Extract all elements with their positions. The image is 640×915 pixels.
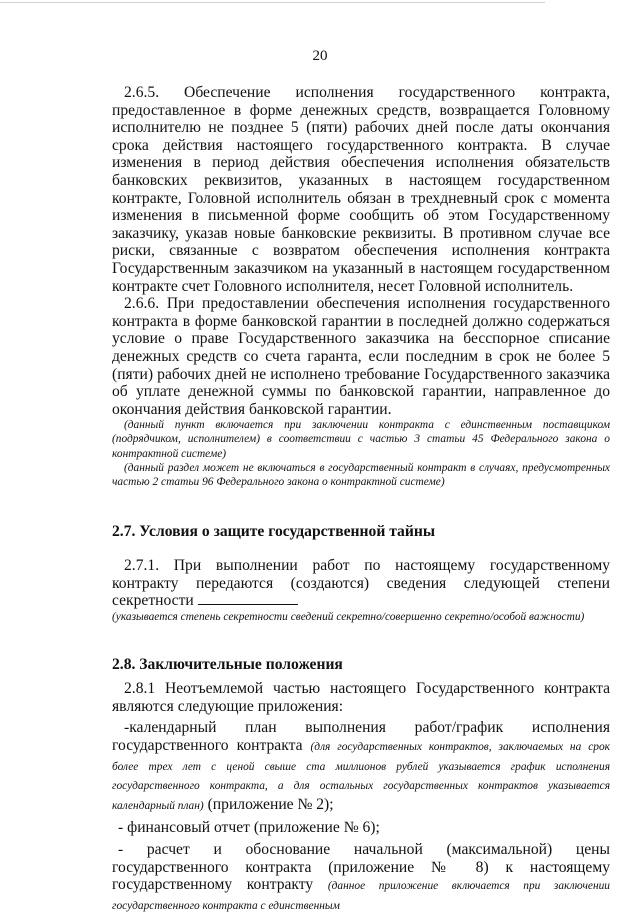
note-single-supplier: (данный пункт включается при заключении контракта с единственным поставщиком (подрядчиком, исполнителем) в соответствии с частью 3 статьи 45 Федерального закона о контрактной системе)	[112, 419, 610, 460]
price-calculation-note: (данное приложение включается при заключении государственного контракта с единственным	[112, 880, 611, 912]
heading-2-7: 2.7. Условия о защите государственной тайны	[112, 523, 435, 541]
calendar-plan-note: (для государственных контрактов, заключаемых на срок более трех лет с ценой свыше ста миллионов рублей указывается график исполнения государственного контракта, а для остальных государственных контрактов указывается календарный план)	[112, 741, 610, 812]
price-calculation-text: - расчет и обоснование начальной (максимальной) цены государственного контракта (приложение № 8) к настоящему государственному контракту	[112, 841, 610, 894]
calendar-plan-suffix: (приложение № 2);	[207, 795, 334, 813]
paragraph-2-7-1-text: 2.7.1. При выполнении работ по настоящему государственному контракту передаются (создаются) сведения следующей степени секретности	[112, 557, 610, 610]
document-body	[112, 84, 610, 915]
top-rule	[0, 2, 545, 3]
heading-2-8: 2.8. Заключительные положения	[112, 656, 343, 674]
paragraph-2-8-1: 2.8.1 Неотъемлемой частью настоящего Государственного контракта являются следующие приложения:	[112, 680, 610, 715]
calendar-plan-text: -календарный план выполнения работ/график исполнения государственного контракта	[112, 719, 610, 755]
list-item-financial-report: - финансовый отчет (приложение № 6);	[118, 819, 380, 837]
note-secrecy-level: (указывается степень секретности сведений секретно/совершенно секретно/особой важности)	[112, 611, 585, 624]
paragraph-2-7-1	[112, 557, 610, 610]
paragraph-2-6-6: 2.6.6. При предоставлении обеспечения исполнения государственного контракта в форме банковской гарантии в последней должно содержаться условие о праве Государственного заказчика на бесспорное списание денежных средств со счета гаранта, если последним в срок не более 5 (пяти) рабочих дней не исполнено требование Государственного заказчика об уплате денежной суммы по банковской гарантии, направленное до окончания действия банковской гарантии.	[112, 295, 610, 418]
secrecy-level-blank	[198, 592, 298, 605]
page-number: 20	[312, 48, 328, 64]
paragraph-2-6-5: 2.6.5. Обеспечение исполнения государственного контракта, предоставленное в форме денежных средств, возвращается Головному исполнителю не позднее 5 (пяти) рабочих дней после даты окончания срока действия настоящего государственного контракта. В случае изменения в период действия обеспечения исполнения обязательств банковских реквизитов, указанных в настоящем государственном контракте, Головной исполнитель обязан в трехдневный срок с момента изменения в письменной форме сообщить об этом Государственному заказчику, указав новые банковские реквизиты. В противном случае все риски, связанные с возвратом обеспечения исполнения контракта Государственным заказчиком на указанный в настоящем государственном контракте счет Головного исполнителя, несет Головной исполнитель.	[112, 84, 610, 295]
list-item-calendar-plan	[112, 719, 610, 815]
list-item-price-calculation	[112, 841, 610, 915]
note-section-exclusion: (данный раздел может не включаться в государственный контракт в случаях, предусмотренных частью 2 статьи 96 Федерального закона о контрактной системе)	[112, 461, 610, 489]
